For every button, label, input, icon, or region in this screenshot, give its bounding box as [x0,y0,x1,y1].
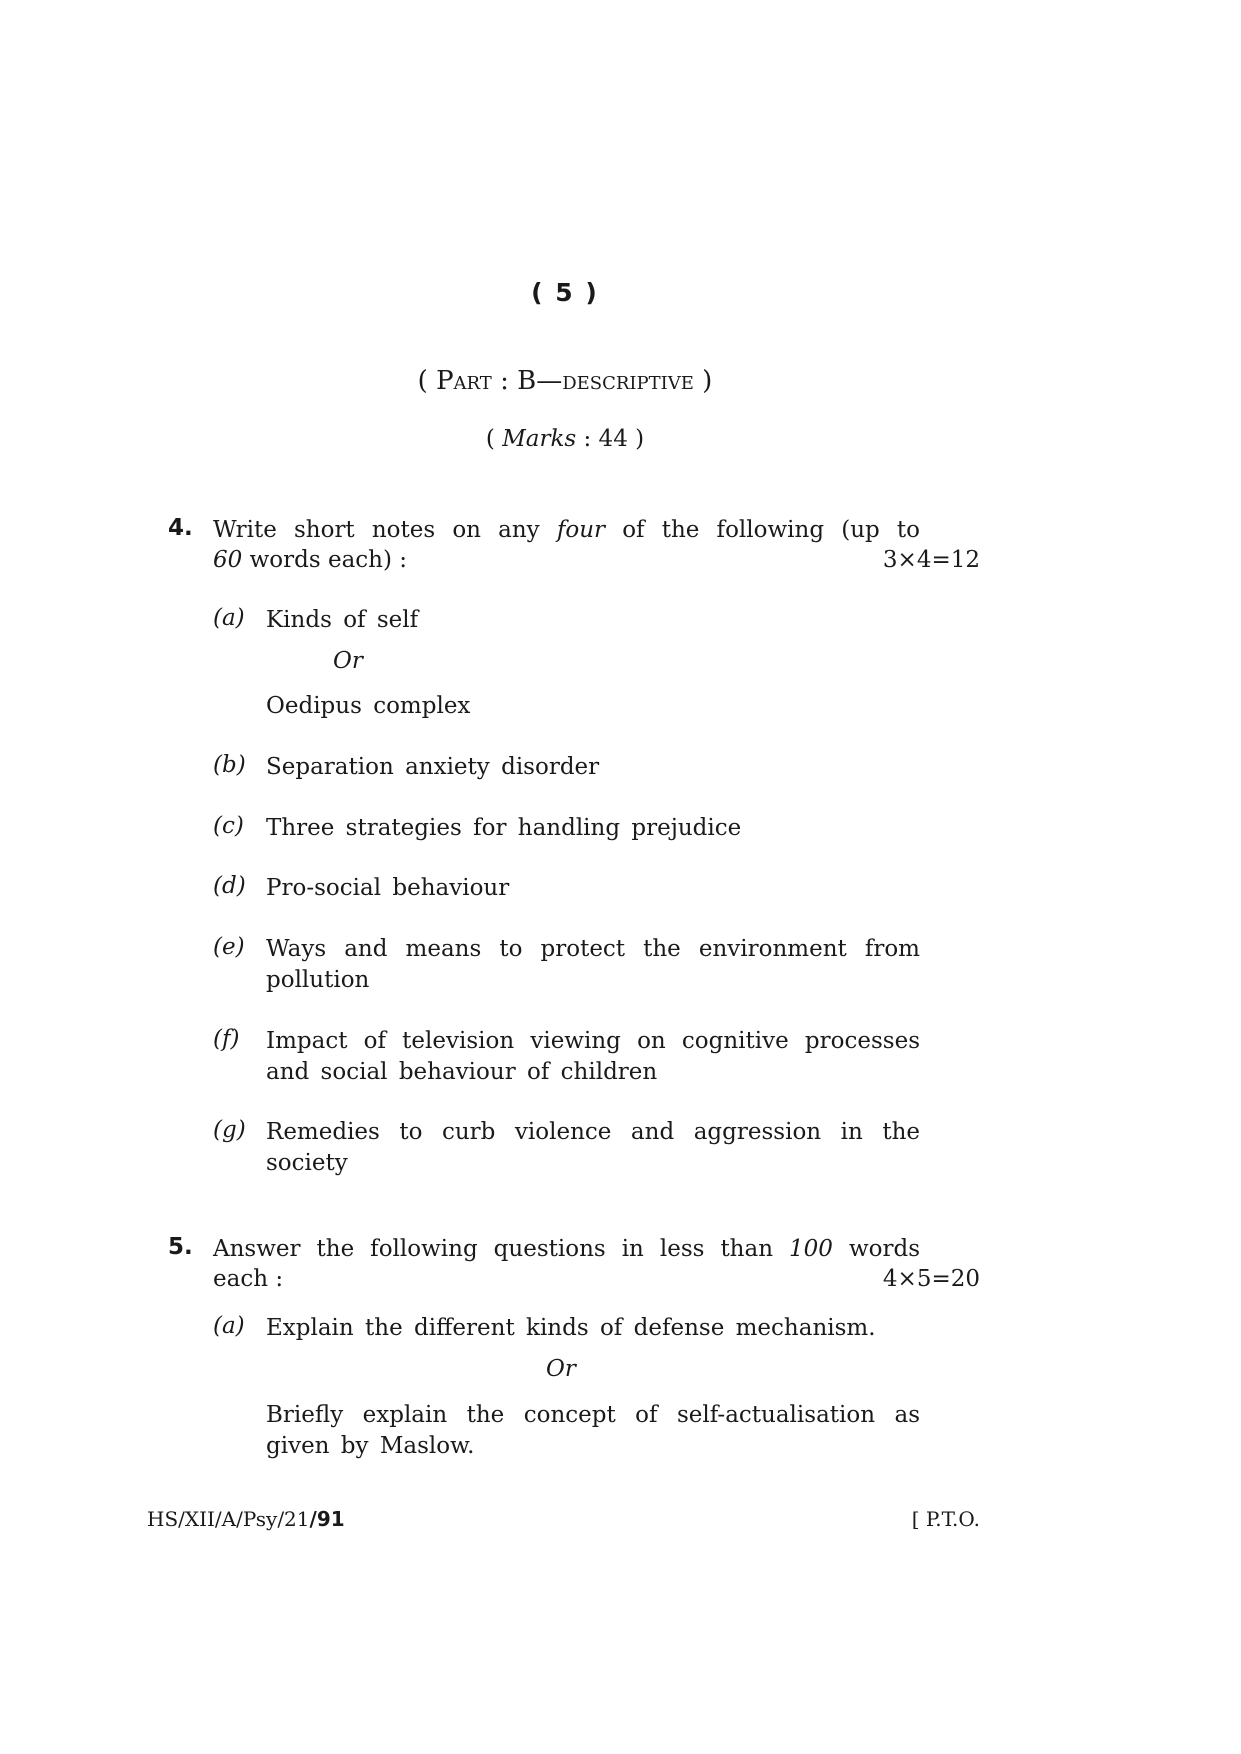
q4-item-g-label: (g) [213,1117,246,1143]
q4-emphasis-four: four [556,517,606,543]
q5-text-c: each : [213,1266,284,1292]
part-heading-open: ( [417,366,437,396]
q4-item-d-label: (d) [213,873,246,899]
question-5-number: 5. [168,1234,193,1260]
q4-item-e-label: (e) [213,934,245,960]
q5-item-a-label: (a) [213,1313,245,1339]
part-heading-dash: — [536,366,563,396]
q4-item-e-text-line-1: Ways and means to protect the environment from [266,936,920,962]
q4-or-separator: Or [333,648,363,674]
q4-item-g-text-line-2: society [266,1150,348,1176]
q4-text-a: Write short notes on any [213,517,557,543]
q4-item-a-text: Kinds of self [266,607,419,633]
q4-item-c-text: Three strategies for handling prejudice [266,815,742,841]
q5-emphasis-100: 100 [789,1236,833,1262]
paper-code-bold: /91 [309,1507,345,1531]
q4-item-g-text-line-1: Remedies to curb violence and aggression in the [266,1119,920,1145]
paper-code [147,1507,345,1531]
q4-item-a-label: (a) [213,605,245,631]
part-heading-title-a: Part : B [436,366,537,396]
page-number: ( 5 ) [531,278,599,307]
q4-item-a-alt-text: Oedipus complex [266,693,471,719]
q5-text-a: Answer the following questions in less than [213,1236,790,1262]
q4-text-b: of the following (up to [605,517,920,543]
q4-item-f-label: (f) [213,1026,240,1052]
q5-item-a-alt-text-line-1: Briefly explain the concept of self-actualisation as [266,1402,920,1428]
question-4-line-2 [213,545,980,575]
question-4-line-1 [213,515,920,545]
question-5-line-1 [213,1234,920,1264]
part-heading [0,366,1130,396]
marks-value: : 44 ) [576,426,645,452]
q5-item-a-text: Explain the different kinds of defense mechanism. [266,1315,876,1341]
q4-item-b-label: (b) [213,752,246,778]
q4-item-f-text-line-1: Impact of television viewing on cognitive processes [266,1028,920,1054]
q5-item-a-alt-text-line-2: given by Maslow. [266,1433,475,1459]
q4-text-c: words each) : [242,547,408,573]
q4-emphasis-60: 60 [213,547,243,573]
question-5-marks: 4×5=20 [882,1266,980,1292]
q5-text-b: words [832,1236,920,1262]
q4-item-f-text-line-2: and social behaviour of children [266,1059,658,1085]
marks-heading [0,426,1130,452]
q4-item-b-text: Separation anxiety disorder [266,754,600,780]
marks-label: Marks [502,426,577,452]
question-4-number: 4. [168,515,193,541]
part-heading-title-b: descriptive [562,366,694,396]
part-heading-close: ) [693,366,713,396]
please-turn-over: [ P.T.O. [911,1507,980,1531]
q4-item-c-label: (c) [213,813,244,839]
paper-code-text: HS/XII/A/Psy/21 [147,1507,310,1531]
q5-or-separator: Or [546,1356,576,1382]
q4-item-e-text-line-2: pollution [266,967,370,993]
question-5-line-2 [213,1264,980,1294]
question-4-marks: 3×4=12 [882,547,980,573]
marks-open: ( [485,426,503,452]
q4-item-d-text: Pro-social behaviour [266,875,510,901]
